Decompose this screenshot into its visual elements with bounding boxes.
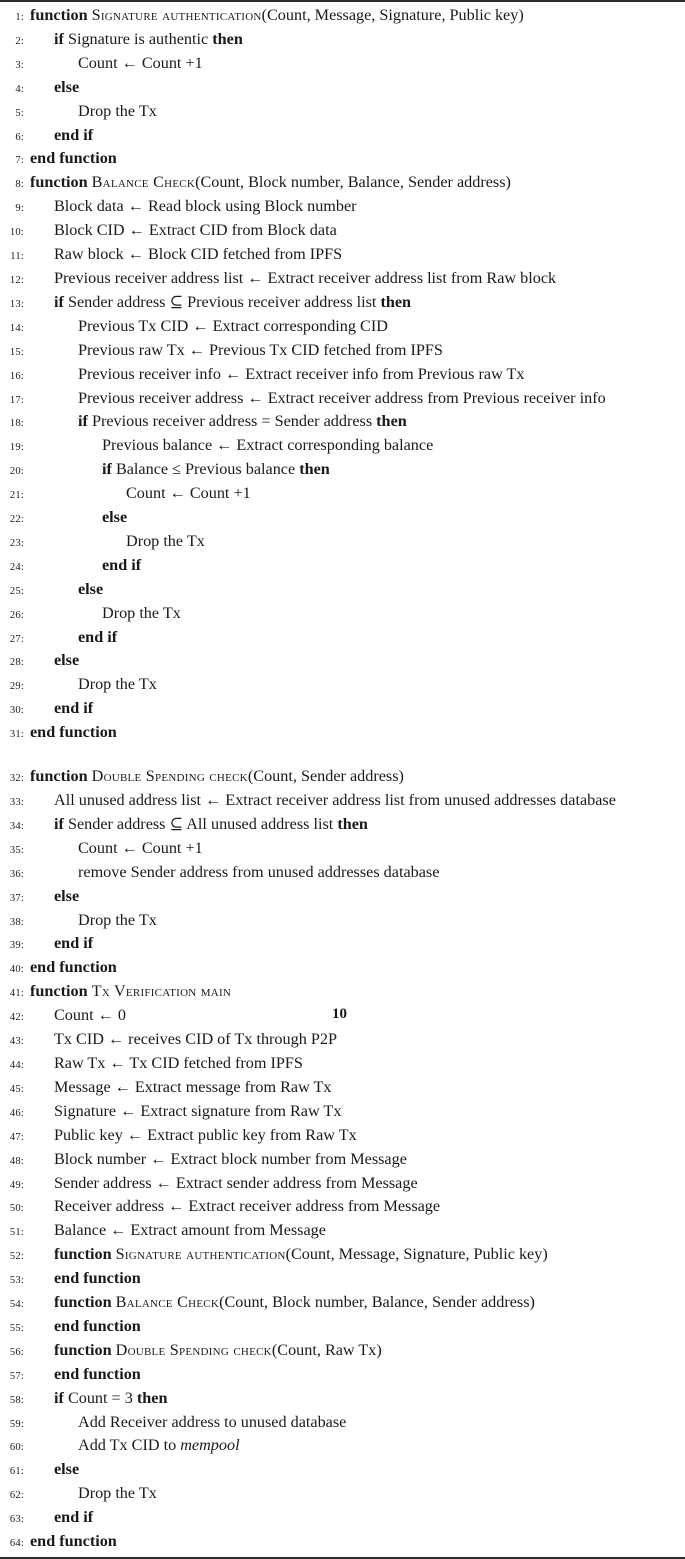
keyword: else: [54, 886, 80, 905]
line-number: 64:: [9, 1538, 24, 1550]
keyword: then: [212, 29, 243, 48]
line-number: 1:: [15, 12, 24, 23]
algorithm-line: [0, 1244, 683, 1268]
keyword: end function: [54, 1316, 141, 1335]
line-text: [30, 316, 683, 338]
line-text: [30, 101, 683, 123]
keyword: end if: [54, 934, 94, 953]
algorithm-line: [0, 1005, 683, 1029]
keyword: end function: [30, 958, 117, 977]
line-text: [30, 650, 683, 672]
line-text: [30, 1149, 683, 1171]
line-number: 22:: [9, 514, 24, 526]
line-text: [30, 790, 683, 812]
statement-text: Raw block ← Block CID fetched from IPFS: [54, 245, 343, 264]
statement-text: Count ← Count +1: [78, 53, 203, 72]
line-number: 13:: [9, 298, 24, 310]
line-number: 60:: [9, 1442, 24, 1454]
line-text: [30, 933, 683, 955]
statement-text: Block CID ← Extract CID from Block data: [54, 221, 337, 240]
line-text: [30, 1220, 683, 1242]
keyword: end if: [102, 555, 142, 574]
line-number: 49:: [9, 1179, 24, 1191]
line-number: 55:: [9, 1322, 24, 1334]
line-number: 47:: [9, 1131, 24, 1143]
algorithm-line: [0, 1531, 683, 1555]
line-number: 35:: [9, 844, 24, 856]
algorithm-line: [0, 790, 683, 814]
keyword: function: [30, 982, 88, 1001]
keyword: function: [54, 1293, 112, 1312]
algorithm-line: [0, 1173, 683, 1197]
line-text: [30, 1101, 683, 1123]
procedure-name: Double Spending check: [91, 767, 248, 786]
line-number: 3:: [15, 59, 24, 71]
keyword: end if: [54, 699, 94, 718]
statement-text: (Count, Message, Signature, Public key): [261, 6, 524, 24]
line-number: 43:: [9, 1036, 24, 1048]
line-number: 17:: [9, 394, 24, 406]
keyword: function: [54, 1340, 112, 1359]
algorithm-line: [0, 957, 683, 981]
line-text: [30, 1173, 683, 1195]
algorithm-line: [0, 1292, 683, 1316]
keyword: else: [102, 508, 128, 527]
statement-text: Previous receiver address = Sender address: [91, 412, 373, 431]
algorithm-line: [0, 910, 683, 934]
line-text: [30, 1507, 683, 1529]
algorithm-line: [0, 1196, 683, 1220]
line-text: [30, 1053, 683, 1075]
algorithm-line: [0, 483, 683, 507]
line-number: 29:: [9, 681, 24, 693]
statement-text: Previous receiver info ← Extract receiver info from Previous raw Tx: [78, 364, 525, 383]
line-number: 33:: [9, 797, 24, 808]
emphasis-text: mempool: [180, 1436, 240, 1455]
statement-text: (Count, Message, Signature, Public key): [285, 1245, 548, 1264]
algorithm-line: [0, 53, 683, 77]
statement-text: Sender address ⊆ Previous receiver address list: [67, 292, 377, 311]
statement-text: Sender address ⊆ All unused address list: [67, 814, 334, 833]
algorithm-line: [0, 1364, 683, 1388]
keyword: then: [337, 814, 368, 833]
line-number: 19:: [9, 442, 24, 454]
algorithm-line: [0, 1125, 683, 1149]
keyword: if: [78, 412, 88, 431]
line-text: [30, 1316, 683, 1338]
page-number-artifact: 10: [332, 1006, 347, 1022]
line-number: 7:: [15, 155, 24, 167]
line-text: [30, 1029, 683, 1051]
algorithm-line: [0, 220, 683, 244]
algorithm-line: [0, 1029, 683, 1053]
statement-text: Receiver address ← Extract receiver address from Message: [54, 1197, 441, 1216]
line-text: [30, 77, 683, 99]
keyword: else: [54, 1460, 80, 1479]
line-text: [30, 507, 683, 529]
procedure-name: Signature authentication: [91, 6, 262, 24]
statement-text: Previous Tx CID ← Extract corresponding CID: [78, 316, 388, 335]
algorithm-line: [0, 77, 683, 101]
line-text: [30, 862, 683, 884]
algorithm-line: [0, 411, 683, 435]
algorithm-line: [0, 1507, 683, 1531]
algorithm-line: [0, 316, 683, 340]
line-number: 44:: [9, 1059, 24, 1071]
line-text: [30, 1483, 683, 1505]
line-text: [30, 1196, 683, 1218]
procedure-name: Balance Check: [91, 173, 196, 192]
line-number: 53:: [9, 1275, 24, 1287]
line-text: [30, 125, 683, 147]
line-text: [30, 1077, 683, 1099]
line-text: [30, 196, 683, 218]
line-text: [30, 722, 683, 744]
algorithm-line: [0, 172, 683, 196]
keyword: function: [54, 1245, 112, 1264]
statement-text: Public key ← Extract public key from Raw Tx: [54, 1125, 357, 1144]
line-text: [30, 244, 683, 266]
line-text: [30, 1435, 683, 1457]
line-number: 31:: [9, 729, 24, 741]
line-text: [30, 1125, 683, 1147]
keyword: then: [376, 412, 407, 431]
line-number: 12:: [9, 274, 24, 286]
keyword: end function: [54, 1364, 141, 1383]
line-text: [30, 1531, 683, 1553]
line-text: [30, 411, 683, 433]
statement-text: Previous receiver address list ← Extract receiver address list from Raw block: [54, 268, 557, 287]
keyword: end if: [54, 125, 94, 144]
line-text: [30, 1364, 683, 1386]
line-number: 2:: [15, 35, 24, 47]
statement-text: Count ← Count +1: [78, 838, 203, 857]
statement-text: Drop the Tx: [126, 531, 205, 550]
algorithm-line: [0, 29, 683, 53]
line-text: [30, 1412, 683, 1434]
procedure-name: Tx Verification main: [91, 982, 232, 1001]
keyword: then: [299, 460, 330, 479]
algorithm-line: [0, 388, 683, 412]
line-number: 30:: [9, 705, 24, 717]
statement-text: Message ← Extract message from Raw Tx: [54, 1077, 332, 1096]
line-text: [30, 674, 683, 696]
line-text: [30, 364, 683, 386]
line-number: 8:: [15, 179, 24, 191]
line-number: 28:: [9, 657, 24, 669]
statement-text: Count = 3: [67, 1388, 133, 1407]
statement-text: Count ← Count +1: [126, 484, 251, 503]
line-number: 50:: [9, 1203, 24, 1215]
statement-text: Previous balance ← Extract corresponding balance: [102, 436, 434, 455]
line-text: [30, 292, 683, 314]
line-text: [30, 148, 683, 170]
statement-text: Sender address ← Extract sender address from Message: [54, 1173, 418, 1192]
line-text: [30, 603, 683, 625]
line-number: 18:: [9, 418, 24, 430]
line-text: [30, 1292, 683, 1314]
algorithm-line: [0, 698, 683, 722]
line-text: [30, 1005, 683, 1027]
statement-text: Block number ← Extract block number from Message: [54, 1149, 407, 1168]
line-text: [30, 388, 683, 410]
keyword: if: [54, 292, 64, 311]
keyword: function: [30, 767, 88, 786]
line-number: 37:: [9, 892, 24, 904]
keyword: function: [30, 173, 88, 192]
keyword: end function: [30, 1532, 117, 1551]
keyword: then: [380, 292, 412, 311]
statement-text: Block data ← Read block using Block number: [54, 197, 357, 216]
line-text: [30, 483, 683, 505]
line-number: 40:: [9, 964, 24, 976]
line-number: 25:: [9, 585, 24, 597]
statement-text: Add Tx CID to: [78, 1436, 181, 1455]
line-text: [30, 1244, 683, 1266]
line-text: [30, 886, 683, 908]
keyword: if: [54, 29, 64, 48]
top-rule: [0, 0, 685, 2]
algorithm-line: [0, 101, 683, 125]
statement-text: Drop the Tx: [78, 101, 157, 120]
keyword: else: [78, 579, 104, 598]
line-number: 45:: [9, 1083, 24, 1095]
line-number: 4:: [15, 83, 24, 95]
algorithm-line: [0, 459, 683, 483]
algorithm-line: [0, 838, 683, 862]
line-number: 51:: [9, 1227, 24, 1239]
statement-text: Count ← 0: [54, 1006, 126, 1025]
algorithm-line: [0, 435, 683, 459]
keyword: function: [30, 6, 88, 24]
line-text: [30, 1340, 683, 1362]
algorithm-line: [0, 364, 683, 388]
line-number: 39:: [9, 940, 24, 952]
line-number: 42:: [9, 1012, 24, 1024]
algorithm-line: [0, 292, 683, 316]
algorithm-line: [0, 5, 683, 29]
line-text: [30, 268, 683, 290]
algorithm-line: [0, 814, 683, 838]
algorithm-line: [0, 766, 683, 790]
keyword: then: [136, 1388, 168, 1407]
keyword: else: [54, 77, 80, 96]
line-text: [30, 1388, 683, 1410]
algorithm-line: [0, 1149, 683, 1173]
algorithm-line: [0, 1077, 683, 1101]
algorithm-line: [0, 1459, 683, 1483]
keyword: if: [54, 814, 64, 833]
keyword: if: [102, 460, 112, 479]
statement-text: Drop the Tx: [78, 910, 157, 929]
statement-text: remove Sender address from unused addresses database: [78, 862, 440, 881]
line-text: [30, 981, 683, 1003]
algorithm-line: [0, 1340, 683, 1364]
line-number: 14:: [9, 322, 24, 334]
keyword: else: [54, 651, 80, 670]
line-number: 34:: [9, 820, 24, 832]
statement-text: Previous receiver address ← Extract receiver address from Previous receiver info: [78, 388, 606, 407]
line-number: 58:: [9, 1394, 24, 1406]
line-text: [30, 766, 683, 788]
algorithm-line: [0, 1483, 683, 1507]
keyword: end function: [30, 723, 117, 742]
algorithm-line: [0, 125, 683, 149]
statement-text: (Count, Block number, Balance, Sender address): [219, 1293, 535, 1312]
line-number: 38:: [9, 916, 24, 928]
algorithm-line: [0, 1053, 683, 1077]
keyword: end if: [54, 1508, 94, 1527]
algorithm-line: [0, 627, 683, 651]
algorithm-line: [0, 555, 683, 579]
line-number: 48:: [9, 1155, 24, 1167]
algorithm-line: [0, 603, 683, 627]
algorithm-line: [0, 507, 683, 531]
algorithm-line: [0, 1388, 683, 1412]
line-number: 10:: [9, 227, 24, 239]
statement-text: Drop the Tx: [78, 675, 157, 694]
line-number: 52:: [9, 1251, 24, 1263]
algorithm-line: [0, 1316, 683, 1340]
statement-text: Signature is authentic: [67, 29, 209, 48]
line-number: 15:: [9, 346, 24, 358]
statement-text: Raw Tx ← Tx CID fetched from IPFS: [54, 1053, 303, 1072]
line-number: 63:: [9, 1514, 24, 1526]
line-text: [30, 698, 683, 720]
line-number: 24:: [9, 561, 24, 573]
line-number: 9:: [15, 203, 24, 215]
algorithm-line: [0, 862, 683, 886]
procedure-name: Double Spending check: [115, 1340, 272, 1359]
line-text: [30, 435, 683, 457]
line-number: 46:: [9, 1107, 24, 1119]
line-text: [30, 220, 683, 242]
line-text: [30, 627, 683, 649]
statement-text: Previous raw Tx ← Previous Tx CID fetched from IPFS: [78, 340, 443, 359]
line-text: [30, 910, 683, 932]
algorithm-line: [0, 531, 683, 555]
line-number: 21:: [9, 490, 24, 502]
line-number: 36:: [9, 868, 24, 880]
statement-text: (Count, Block number, Balance, Sender address): [195, 173, 511, 192]
keyword: if: [54, 1388, 64, 1407]
keyword: end function: [54, 1269, 141, 1288]
algorithm-line: [0, 1435, 683, 1459]
algorithm-line: [0, 933, 683, 957]
line-text: [30, 5, 683, 27]
algorithm-line: [0, 579, 683, 603]
line-text: [30, 29, 683, 51]
line-number: 26:: [9, 609, 24, 621]
statement-text: Drop the Tx: [78, 1484, 157, 1503]
statement-text: Drop the Tx: [102, 603, 181, 622]
line-text: [30, 172, 683, 194]
keyword: end function: [30, 149, 117, 168]
algorithm-line: [0, 268, 683, 292]
line-number: 32:: [9, 773, 24, 785]
statement-text: Signature ← Extract signature from Raw Tx: [54, 1101, 342, 1120]
procedure-name: Signature authentication: [115, 1245, 286, 1264]
algorithm-line: [0, 886, 683, 910]
algorithm-line: [0, 148, 683, 172]
algorithm-line: [0, 1220, 683, 1244]
line-text: [30, 53, 683, 75]
line-number: 62:: [9, 1490, 24, 1502]
statement-text: (Count, Sender address): [247, 767, 404, 786]
algorithm-line: [0, 340, 683, 364]
line-number: 16:: [9, 370, 24, 382]
line-number: 61:: [9, 1466, 24, 1478]
algorithm-line: [0, 1412, 683, 1436]
algorithm-line: [0, 1268, 683, 1292]
line-text: [30, 1268, 683, 1290]
line-text: [30, 957, 683, 979]
statement-text: Balance ← Extract amount from Message: [54, 1221, 326, 1240]
statement-text: Add Receiver address to unused database: [78, 1412, 347, 1431]
line-text: [30, 814, 683, 836]
line-number: 5:: [15, 107, 24, 119]
line-number: 54:: [9, 1299, 24, 1311]
line-text: [30, 459, 683, 481]
algorithm-line: [0, 981, 683, 1005]
statement-text: Tx CID ← receives CID of Tx through P2P: [54, 1030, 337, 1049]
line-text: [30, 555, 683, 577]
statement-text: All unused address list ← Extract receiver address list from unused addresses database: [54, 791, 616, 809]
line-number: 11:: [10, 251, 24, 263]
line-number: 41:: [9, 988, 24, 1000]
line-text: [30, 1459, 683, 1481]
line-number: 20:: [9, 466, 24, 478]
algorithm-line: [0, 196, 683, 220]
algorithm-line: [0, 244, 683, 268]
procedure-name: Balance Check: [115, 1293, 220, 1312]
line-text: [30, 340, 683, 362]
line-number: 56:: [9, 1346, 24, 1358]
algorithm-line: [0, 722, 683, 746]
line-number: 27:: [9, 633, 24, 645]
keyword: end if: [78, 627, 118, 646]
line-number: 6:: [15, 131, 24, 143]
line-number: 57:: [9, 1370, 24, 1382]
algorithm-line: [0, 650, 683, 674]
line-text: [30, 838, 683, 860]
statement-text: (Count, Raw Tx): [271, 1340, 382, 1359]
line-number: 59:: [9, 1418, 24, 1430]
algorithm-line: [0, 1101, 683, 1125]
algorithm-line-list: [0, 5, 685, 1555]
line-text: [30, 579, 683, 601]
statement-text: Balance ≤ Previous balance: [115, 460, 296, 479]
line-text: [30, 531, 683, 553]
line-number: 23:: [9, 537, 24, 549]
algorithm-line: [0, 674, 683, 698]
